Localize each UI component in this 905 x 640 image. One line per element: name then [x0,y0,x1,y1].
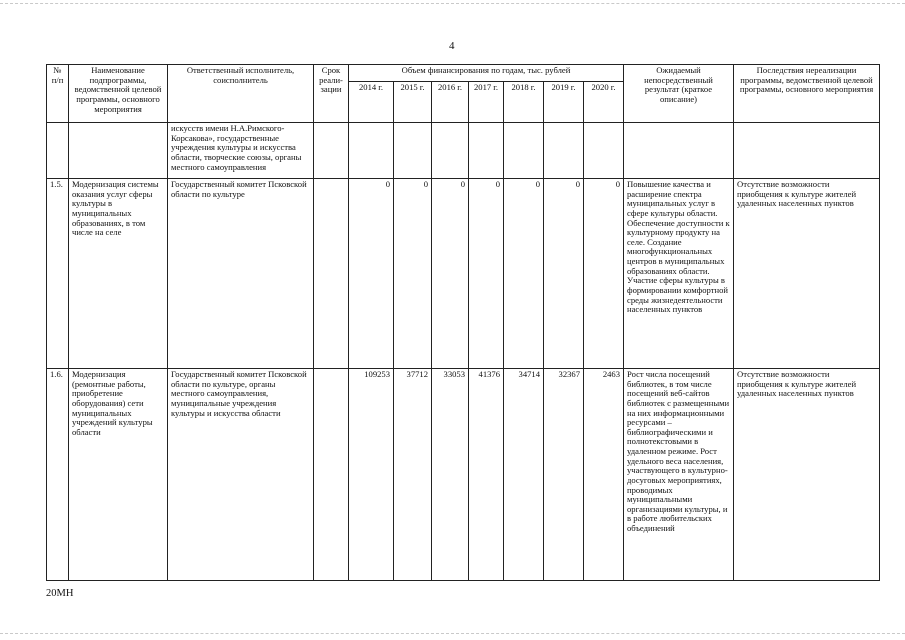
row-value [584,123,624,179]
row-value: 109253 [349,369,394,581]
row-value [504,123,544,179]
header-year: 2020 г. [584,82,624,123]
row-value [544,123,584,179]
row-value: 0 [349,179,394,369]
row-consequence: Отсутствие возможности приобщения к культуре жителей удаленных населенных пунктов [734,179,880,369]
row-value: 0 [544,179,584,369]
table-row [47,123,880,179]
row-result [624,123,734,179]
header-no: № п/п [47,65,69,123]
row-result: Рост числа посещений библиотек, в том числе посещений веб-сайтов библиотек с размещенными на них информационными ресурсами – библиографическими и полнотекстовыми в удаленном режиме. Рост удельного веса населения, участвующего в культурно-досуговых мероприятиях, проводимых муниципальными организациями культуры, и в работе любительских объединений [624,369,734,581]
header-year: 2019 г. [544,82,584,123]
table-row [47,179,880,369]
row-consequence: Отсутствие возможности приобщения к культуре жителей удаленных населенных пунктов [734,369,880,581]
row-value [432,123,469,179]
row-no: 1.5. [47,179,69,369]
row-executor: Государственный комитет Псковской области по культуре [168,179,314,369]
header-name: Наименование подпрограммы, ведомственной целевой программы, основного мероприятия [69,65,168,123]
header-year: 2017 г. [469,82,504,123]
row-name [69,123,168,179]
header-year: 2016 г. [432,82,469,123]
row-executor: Государственный комитет Псковской области по культуре, органы местного самоуправления, муниципальные учреждения культуры и искусства области [168,369,314,581]
header-result: Ожидаемый непосредственный результат (краткое описание) [624,65,734,123]
footer-code: 20MH [46,588,74,599]
row-name: Модернизация системы оказания услуг сферы культуры в муниципальных образованиях, в том числе на селе [69,179,168,369]
header-year: 2018 г. [504,82,544,123]
row-value: 37712 [394,369,432,581]
table-row [47,369,880,581]
row-term [314,369,349,581]
row-term [314,123,349,179]
row-name: Модернизация (ремонтные работы, приобретение оборудования) сети муниципальных учреждений культуры области [69,369,168,581]
header-executor: Ответственный исполнитель, соисполнитель [168,65,314,123]
row-value: 33053 [432,369,469,581]
funding-table [46,64,880,581]
row-term [314,179,349,369]
row-value: 0 [469,179,504,369]
top-scan-edge [0,3,905,4]
row-value [394,123,432,179]
header-term: Срок реали-зации [314,65,349,123]
row-value: 0 [504,179,544,369]
row-no: 1.6. [47,369,69,581]
row-value: 41376 [469,369,504,581]
header-consequence: Последствия нереализации программы, ведомственной целевой программы, основного мероприятия [734,65,880,123]
row-executor: искусств имени Н.А.Римского-Корсакова», государственные учреждения культуры и искусства области, творческие союзы, органы местного самоуправления [168,123,314,179]
row-value [469,123,504,179]
row-value: 0 [584,179,624,369]
bottom-scan-edge [0,633,905,634]
header-year: 2014 г. [349,82,394,123]
page-number: 4 [449,40,455,52]
row-no [47,123,69,179]
row-consequence [734,123,880,179]
row-result: Повышение качества и расширение спектра муниципальных услуг в сфере культуры области. Обеспечение доступности к культурному продукту на селе. Создание многофункциональных центров в муниципальных образованиях области. Участие сферы культуры в формировании комфортной среды жизнедеятельности населенных пунктов [624,179,734,369]
header-funding: Объем финансирования по годам, тыс. рублей [349,65,624,82]
row-value: 32367 [544,369,584,581]
row-value [349,123,394,179]
row-value: 0 [432,179,469,369]
row-value: 0 [394,179,432,369]
row-value: 2463 [584,369,624,581]
header-year: 2015 г. [394,82,432,123]
row-value: 34714 [504,369,544,581]
